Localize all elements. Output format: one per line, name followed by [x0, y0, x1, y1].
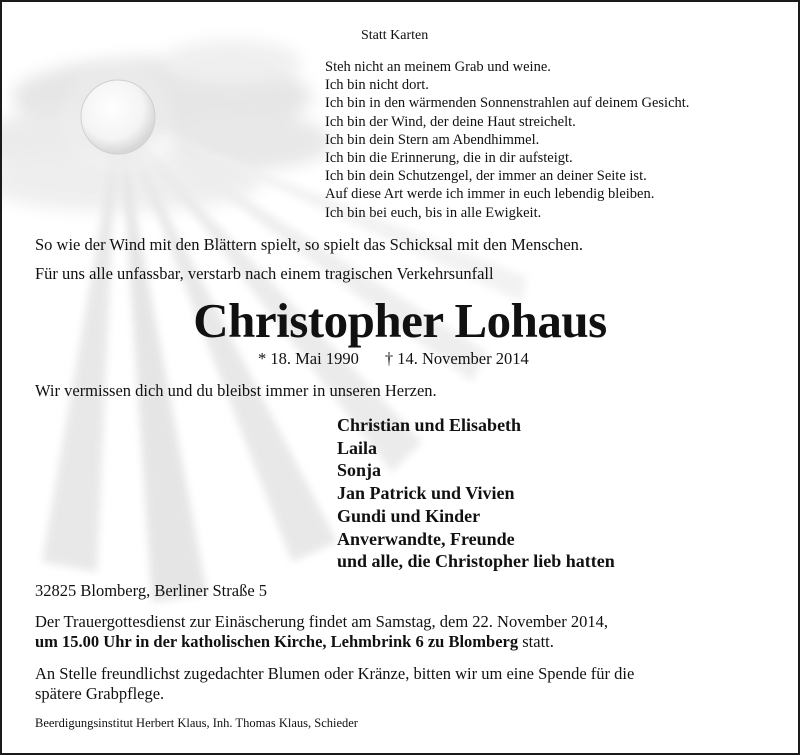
remembrance-line: Wir vermissen dich und du bleibst immer in unseren Herzen.	[35, 381, 437, 400]
poem-line: Ich bin der Wind, der deine Haut streichelt.	[325, 113, 576, 130]
deceased-name: Christopher Lohaus	[193, 293, 607, 348]
wind-quote: So wie der Wind mit den Blättern spielt, so spielt das Schicksal mit den Menschen.	[35, 235, 584, 254]
poem-line: Steh nicht an meinem Grab und weine.	[325, 59, 551, 75]
service-details	[35, 612, 608, 651]
family-address: 32825 Blomberg, Berliner Straße 5	[35, 581, 268, 600]
poem-line: Ich bin bei euch, bis in alle Ewigkeit.	[325, 204, 542, 221]
death-date: † 14. November 2014	[384, 349, 529, 368]
service-line-tail: statt.	[518, 631, 554, 651]
mourner-entry: Sonja	[337, 460, 382, 481]
donation-request	[35, 664, 634, 703]
memorial-poem	[325, 58, 689, 222]
mourner-entry: und alle, die Christopher lieb hatten	[337, 551, 615, 572]
mourner-entry: Jan Patrick und Vivien	[337, 483, 515, 504]
poem-line: Ich bin dein Stern am Abendhimmel.	[325, 131, 540, 148]
donation-line: spätere Grabpflege.	[35, 683, 165, 703]
mourner-entry: Laila	[337, 437, 378, 458]
service-line	[35, 632, 608, 652]
service-time-location: um 15.00 Uhr in der katholischen Kirche, Lehmbrink 6 zu Blomberg	[35, 631, 519, 651]
mourner-entry: Christian und Elisabeth	[337, 415, 522, 435]
mourner-entry: Gundi und Kinder	[337, 505, 481, 526]
statt-karten-label: Statt Karten	[361, 28, 429, 43]
funeral-home-credit: Beerdigungsinstitut Herbert Klaus, Inh. Thomas Klaus, Schieder	[35, 716, 358, 730]
poem-line: Ich bin nicht dort.	[325, 77, 429, 94]
poem-line: Ich bin dein Schutzengel, der immer an deiner Seite ist.	[325, 168, 647, 185]
accident-statement: Für uns alle unfassbar, verstarb nach einem tragischen Verkehrsunfall	[35, 264, 494, 283]
birth-date: * 18. Mai 1990	[258, 349, 359, 368]
poem-line: Ich bin die Erinnerung, die in dir aufsteigt.	[325, 150, 573, 167]
service-line: Der Trauergottesdienst zur Einäscherung findet am Samstag, dem 22. November 2014,	[35, 612, 608, 631]
donation-line: An Stelle freundlichst zugedachter Blumen oder Kränze, bitten wir um eine Spende für die	[35, 664, 635, 683]
mourners-list	[337, 414, 615, 573]
poem-line: Ich bin in den wärmenden Sonnenstrahlen auf deinem Gesicht.	[325, 95, 690, 112]
life-dates	[258, 349, 529, 369]
poem-line: Auf diese Art werde ich immer in euch lebendig bleiben.	[325, 186, 655, 203]
mourner-entry: Anverwandte, Freunde	[337, 528, 515, 549]
